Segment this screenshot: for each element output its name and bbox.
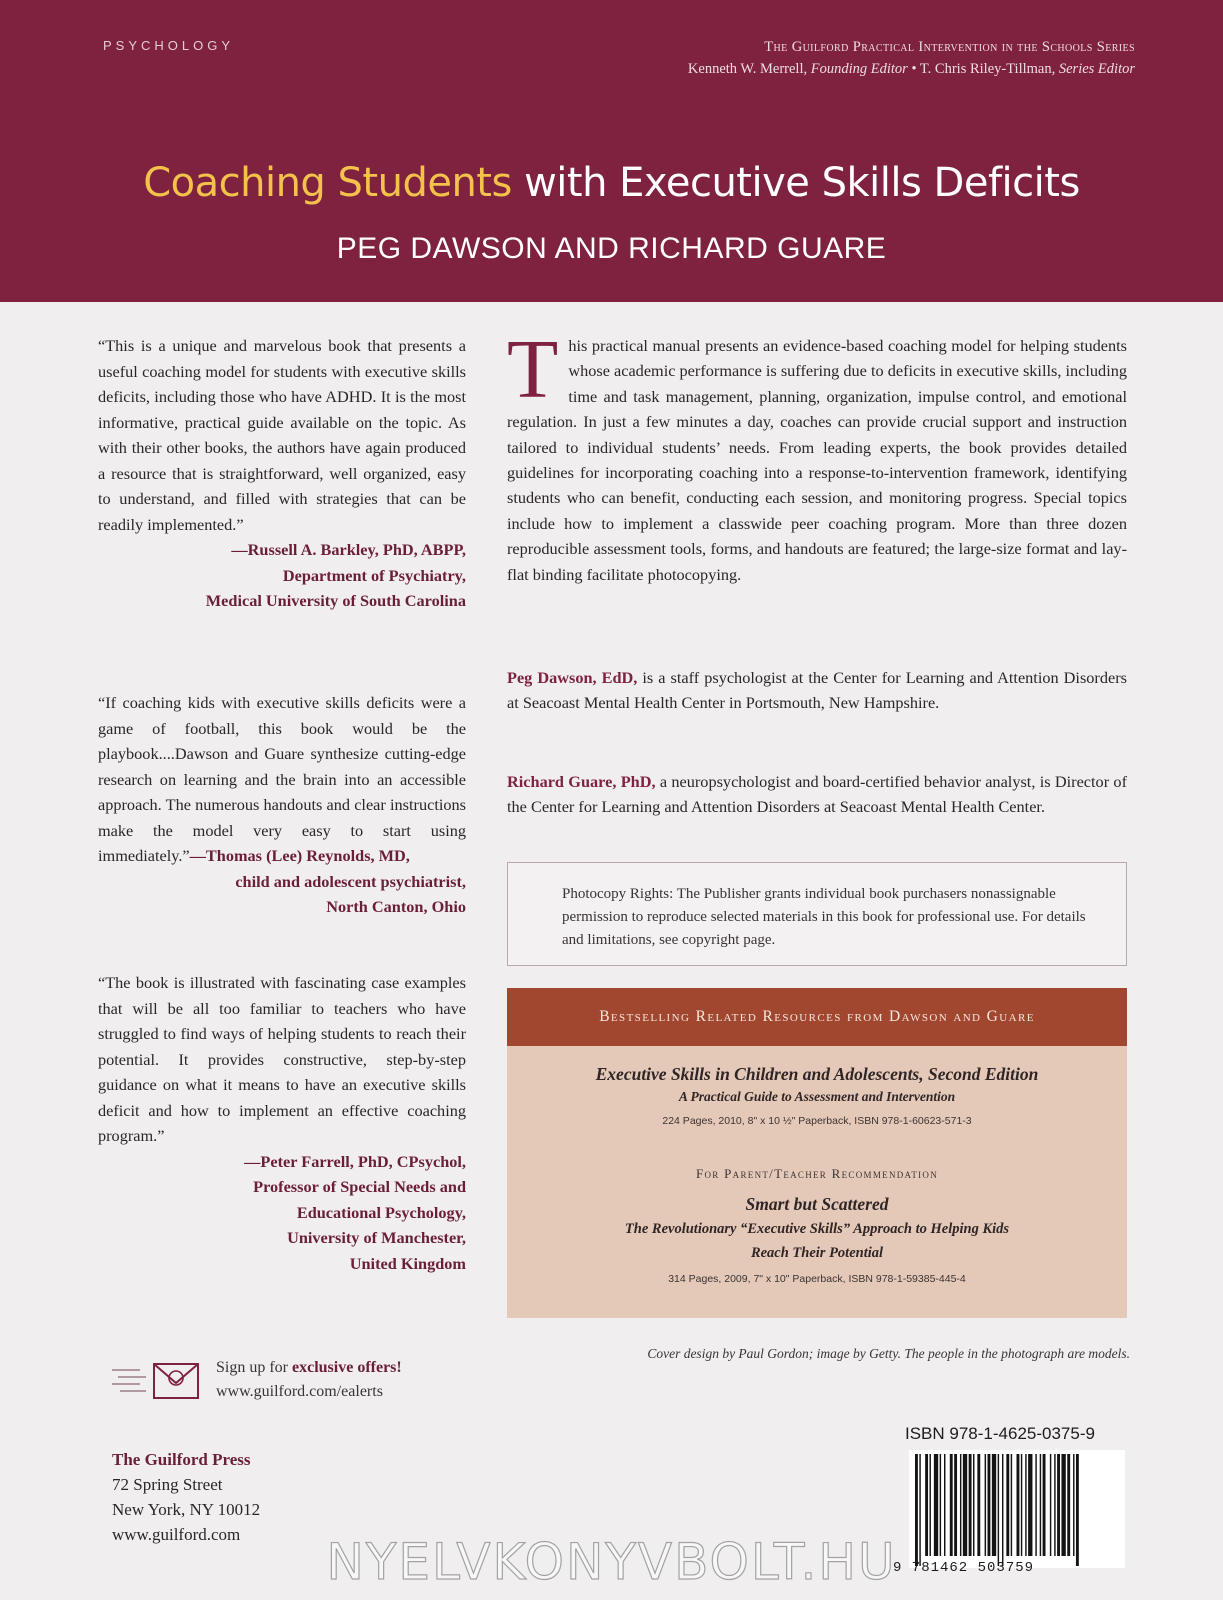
newsletter-offer: exclusive offers! <box>292 1359 402 1376</box>
resources-subheading: For Parent/Teacher Recommendation <box>695 1166 939 1181</box>
quote-text: “This is a unique and marvelous book that presents a useful coaching model for students with executive skills deficits, including those who have ADHD. It is the most informative, practical guide available on the topic. As with their other books, the authors have again produced a resource that is straightforward, well organized, easy to understand, and filled with strategies that can be readily implemented.” <box>98 336 466 534</box>
newsletter-url[interactable]: www.guilford.com/ealerts <box>216 1383 383 1400</box>
publisher-city: New York, NY 10012 <box>112 1500 261 1519</box>
bio-name: Richard Guare, PhD, <box>507 772 656 791</box>
quote-attribution-line: —Peter Farrell, PhD, CPsychol, <box>244 1151 466 1171</box>
quote-body: “If coaching kids with executive skills deficits were a game of football, this book would be the playbook....Dawson and Guare synthesize cutting-edge research on learning and the brain into an accessible approach. The numerous handouts and clear instructions make the model very easy to start using immediately.” <box>98 693 466 865</box>
publisher-address <box>112 1447 260 1547</box>
related-resources-box <box>507 988 1127 1318</box>
barcode-bar <box>1067 1454 1070 1556</box>
quote-attribution-line: —Russell A. Barkley, PhD, ABPP, <box>231 540 466 559</box>
newsletter-text <box>216 1356 402 1404</box>
book-authors: PEG DAWSON AND RICHARD GUARE <box>336 232 887 265</box>
barcode-bar <box>1028 1454 1032 1556</box>
quote-attribution-line: child and adolescent psychiatrist, <box>235 871 466 891</box>
barcode-bar <box>1025 1454 1026 1556</box>
quote-text: “The book is illustrated with fascinating case examples that will be all too familiar to teachers who have struggled to find ways of helping students to reach their potential. It provides constructive, step-by-step guidance on what it means to have an executive skills deficit and how to implement an effective coaching program.” <box>98 973 466 1145</box>
publisher-street: 72 Spring Street <box>112 1475 223 1494</box>
related-book-details: 224 Pages, 2010, 8" x 10 ½" Paperback, ISBN 978-1-60623-571-3 <box>662 1115 972 1127</box>
barcode-bar <box>1061 1454 1065 1556</box>
category-label: PSYCHOLOGY <box>103 38 235 53</box>
drop-cap: T <box>507 323 559 416</box>
cover-credit: Cover design by Paul Gordon; image by Getty. The people in the photograph are models. <box>647 1346 1130 1361</box>
resources-heading: Bestselling Related Resources from Dawson and Guare <box>507 988 1127 1046</box>
endorsement-quote-3 <box>98 970 466 1276</box>
series-editor: • T. Chris Riley-Tillman, <box>911 61 1056 77</box>
barcode-bar <box>1076 1454 1079 1566</box>
quote-attribution-line: North Canton, Ohio <box>326 897 466 916</box>
bio-text: is a staff psychologist at the Center for Learning and Attention Disorders at Seacoast Mental Health Center in Portsmouth, New Hampshire. <box>507 668 1127 713</box>
publisher-name: The Guilford Press <box>112 1450 251 1469</box>
title-accent: Coaching Students <box>143 160 512 206</box>
endorsement-quote-2 <box>98 690 466 920</box>
series-info <box>688 36 1135 80</box>
related-book-subtitle: Reach Their Potential <box>750 1245 884 1261</box>
founding-editor: Kenneth W. Merrell, <box>687 61 808 77</box>
title-rest: with Executive Skills Deficits <box>524 160 1080 206</box>
quote-attribution-line: Educational Psychology, <box>296 1202 466 1222</box>
related-book-2 <box>507 1192 1127 1289</box>
barcode-bar <box>1043 1454 1046 1556</box>
related-book-subtitle: A Practical Guide to Assessment and Intervention <box>678 1089 956 1104</box>
barcode-bar <box>1040 1454 1041 1556</box>
quote-attribution-line: —Thomas (Lee) Reynolds, MD, <box>189 846 410 865</box>
photocopy-rights-box <box>507 862 1127 966</box>
barcode-bar <box>1054 1454 1055 1556</box>
quote-attribution-line: Medical University of South Carolina <box>205 591 466 610</box>
quote-text <box>98 690 466 869</box>
related-book-1 <box>507 1062 1127 1131</box>
series-title: The Guilford Practical Intervention in the Schools Series <box>764 39 1135 55</box>
founding-editor-role: Founding Editor <box>810 61 908 77</box>
isbn-label: ISBN 978-1-4625-0375-9 <box>905 1424 1095 1443</box>
description-text: his practical manual presents an evidence-based coaching model for helping students whose academic performance is suffering due to deficits in executive skills, including time and task management, planning, organization, impulse control, and emotional regulation. In just a few minutes a day, coaches can provide crucial support and instruction tailored to individual students’ needs. From leading experts, the book provides detailed guidelines for incorporating coaching into a response-to-intervention framework, identifying students who can benefit, conducting each session, and monitoring progress. Special topics include how to implement a classwide peer coaching program. More than three dozen reproducible assessment tools, forms, and handouts are featured; the large-size format and lay-flat binding facilitate photocopying. <box>507 336 1127 584</box>
barcode-bar <box>1035 1454 1036 1556</box>
barcode-bar <box>1057 1454 1060 1556</box>
publisher-website[interactable]: www.guilford.com <box>112 1525 241 1544</box>
header-band <box>0 0 1223 302</box>
book-title <box>0 160 1223 206</box>
envelope-icon <box>110 1356 205 1406</box>
photocopy-rights-text: Photocopy Rights: The Publisher grants individual book purchasers nonassignable permission to reproduce selected materials in this book for professional use. For details and limitations, see copyright page. <box>562 886 1086 948</box>
related-book-subtitle: The Revolutionary “Executive Skills” Approach to Helping Kids <box>624 1221 1010 1237</box>
book-description <box>507 323 1127 587</box>
barcode-bar <box>1050 1454 1051 1556</box>
endorsement-quote-1 <box>98 333 466 614</box>
quote-attribution-line: Department of Psychiatry, <box>282 565 466 585</box>
newsletter-signup <box>110 1356 470 1416</box>
series-editor-role: Series Editor <box>1058 61 1135 77</box>
author-bio-dawson <box>507 665 1127 716</box>
related-book-details: 314 Pages, 2009, 7" x 10" Paperback, ISBN 978-1-59385-445-4 <box>668 1273 966 1285</box>
bio-text: a neuropsychologist and board-certified behavior analyst, is Director of the Center for Learning and Attention Disorders at Seacoast Mental Health Center. <box>507 772 1127 817</box>
author-bio-guare <box>507 769 1127 820</box>
bio-name: Peg Dawson, EdD, <box>507 668 638 687</box>
quote-attribution-line: University of Manchester, <box>287 1228 466 1247</box>
quote-attribution-line: United Kingdom <box>349 1253 466 1273</box>
newsletter-lead: Sign up for <box>216 1359 288 1376</box>
related-book-title: Smart but Scattered <box>745 1194 889 1214</box>
barcode-digits: 9 781462 503759 <box>893 1560 1035 1576</box>
related-book-title: Executive Skills in Children and Adolescents, Second Edition <box>595 1064 1039 1084</box>
series-editors <box>688 58 1135 80</box>
quote-attribution-line: Professor of Special Needs and <box>253 1177 466 1196</box>
watermark: NYELVKONYVBOLT.HU <box>326 1533 897 1591</box>
barcode-bar <box>1073 1454 1074 1556</box>
